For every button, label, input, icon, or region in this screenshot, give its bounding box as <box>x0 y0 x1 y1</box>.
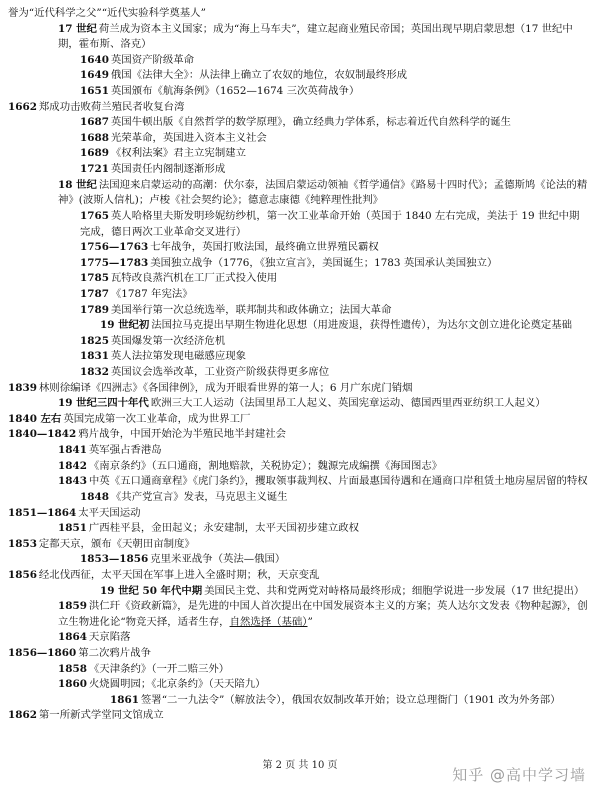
timeline-text: 美国独立战争（1776，《独立宣言》，美国诞生；1783 英国承认美国独立） <box>150 256 498 269</box>
timeline-year: 1688 <box>80 131 109 144</box>
timeline-row <box>8 318 588 334</box>
timeline-row <box>8 443 588 459</box>
timeline-year: 1689 <box>80 147 109 160</box>
timeline-year: 1756—1763 <box>80 241 149 254</box>
timeline-year: 1825 <box>80 334 109 347</box>
timeline-text: 英国颁布《航海条例》（1652—1674 三次英荷战争） <box>110 85 360 98</box>
timeline-text: 美国举行第一次总统选举，联邦制共和政体确立；法国大革命 <box>110 303 392 316</box>
timeline-year: 1662 <box>8 100 37 113</box>
timeline-text: 克里米亚战争（英法—俄国） <box>150 553 286 566</box>
timeline-row <box>8 256 588 272</box>
timeline-row <box>8 271 588 287</box>
timeline-row <box>8 412 588 428</box>
timeline-row <box>8 100 588 116</box>
timeline-year: 1721 <box>80 163 109 176</box>
watermark: 知乎 @高中学习墙 <box>452 766 586 784</box>
timeline-year: 1853 <box>8 537 37 550</box>
timeline-text: 俄国《法律大全》：从法律上确立了农奴的地位，农奴制最终形成 <box>110 69 408 82</box>
timeline-year: 1840 左右 <box>8 412 62 425</box>
timeline-row <box>8 693 588 709</box>
timeline-year: 1765 <box>80 209 109 222</box>
timeline-list <box>8 6 588 724</box>
timeline-text: 签署“二一九法令”（解放法令），俄国农奴制改革开始；设立总理衙门（1901 改为外务部） <box>140 693 561 706</box>
timeline-text: 郑成功击败荷兰殖民者收复台湾 <box>38 100 185 113</box>
timeline-row <box>8 349 588 365</box>
timeline-year: 1832 <box>80 366 109 379</box>
timeline-text: 鸦片战争，中国开始沦为半殖民地半封建社会 <box>78 428 287 441</box>
timeline-row <box>8 365 588 381</box>
timeline-text: 定都天京，颁布《天朝田亩制度》 <box>38 537 195 550</box>
timeline-text: 洪仁玕《资政新篇》，是先进的中国人首次提出在中国发展资本主义的方案；英人达尔文发表《物种起源》，创立生物进化论“物竞天择，适者生存， <box>58 600 588 628</box>
timeline-year: 1839 <box>8 381 37 394</box>
timeline-row <box>8 115 588 131</box>
timeline-text: 英国资产阶级革命 <box>110 53 195 66</box>
timeline-row <box>8 240 588 256</box>
timeline-year: 18 世纪 <box>58 178 97 191</box>
timeline-row <box>8 677 588 693</box>
timeline-text: 第一所新式学堂同文馆成立 <box>38 709 164 722</box>
timeline-row <box>8 178 588 209</box>
timeline-year: 1851 <box>58 522 87 535</box>
timeline-row <box>8 708 588 724</box>
timeline-year: 1842 <box>58 459 87 472</box>
timeline-year: 1787 <box>80 287 109 300</box>
timeline-year: 1649 <box>80 69 109 82</box>
timeline-year: 19 世纪 50 年代中期 <box>100 584 203 597</box>
timeline-row <box>8 209 588 240</box>
timeline-row <box>8 599 588 630</box>
timeline-year: 1775—1783 <box>80 256 149 269</box>
timeline-row <box>8 146 588 162</box>
timeline-row <box>8 537 588 553</box>
timeline-year: 1848 <box>80 490 109 503</box>
timeline-text: 荷兰成为资本主义国家；成为“海上马车夫”，建立起商业殖民帝国；英国出现早期启蒙思想（17 世纪中期，霍布斯、洛克） <box>58 22 573 51</box>
timeline-text: 中英《五口通商章程》《虎门条约》，攫取领事裁判权、片面最惠国待遇和在通商口岸租赁土地房屋居留的特权 <box>88 475 588 488</box>
timeline-text: 欧洲三大工人运动（法国里昂工人起义、英国宪章运动、德国西里西亚纺织工人起义） <box>150 397 546 410</box>
timeline-year: 1640 <box>80 53 109 66</box>
timeline-year: 1859 <box>58 600 87 613</box>
timeline-year: 1840—1842 <box>8 428 77 441</box>
timeline-text: 美国民主党、共和党两党对峙格局最终形成；细胞学说进一步发展（17 世纪提出） <box>204 584 585 597</box>
timeline-text: 英国责任内阁制逐渐形成 <box>110 163 226 176</box>
timeline-text: 英人法拉第发现电磁感应现象 <box>110 350 246 363</box>
timeline-row <box>8 427 588 443</box>
timeline-year: 19 世纪三四十年代 <box>58 397 149 410</box>
timeline-text: 林则徐编译《四洲志》《各国律例》，成为开眼看世界的第一人；6 月广东虎门销烟 <box>38 381 413 394</box>
timeline-text: 《1787 年宪法》 <box>110 287 193 300</box>
timeline-year: 1861 <box>110 693 139 706</box>
timeline-text: 《天津条约》（一开二赔三外） <box>88 662 230 675</box>
timeline-year: 1864 <box>58 631 87 644</box>
timeline-row <box>8 490 588 506</box>
timeline-row <box>8 22 588 53</box>
timeline-text: 第二次鸦片战争 <box>78 646 151 659</box>
timeline-text: 《共产党宣言》发表，马克思主义诞生 <box>110 490 288 503</box>
timeline-year: 1853—1856 <box>80 553 149 566</box>
timeline-row <box>8 506 588 522</box>
timeline-year: 1687 <box>80 116 109 129</box>
timeline-text: 誉为“近代科学之父”“近代实验科学奠基人” <box>8 7 206 19</box>
timeline-row <box>8 162 588 178</box>
timeline-row <box>8 474 588 490</box>
timeline-row <box>8 381 588 397</box>
timeline-row <box>8 396 588 412</box>
timeline-row <box>8 568 588 584</box>
timeline-text: 法国迎来启蒙运动的高潮：伏尔泰，法国启蒙运动领袖《哲学通信》《路易十四时代》；孟德斯鸠《论法的精神》(波斯人信札)；卢梭《社会契约论》；德意志康德《纯粹理性批判》 <box>58 178 588 207</box>
timeline-text: 太平天国运动 <box>78 506 141 519</box>
timeline-row <box>8 459 588 475</box>
timeline-year: 1860 <box>58 678 87 691</box>
page-footer: 第 2 页 共 10 页 <box>262 760 338 771</box>
timeline-row <box>8 334 588 350</box>
timeline-row <box>8 287 588 303</box>
timeline-text: 法国拉马克提出早期生物进化思想（用进废退，获得性遗传），为达尔文创立进化论奠定基础 <box>151 319 573 332</box>
timeline-text: 七年战争，英国打败法国，最终确立世界殖民霸权 <box>150 241 379 254</box>
timeline-year: 1856—1860 <box>8 646 77 659</box>
timeline-text: 《权利法案》君主立宪制建立 <box>110 147 246 160</box>
timeline-year: 17 世纪 <box>58 22 97 35</box>
timeline-text: 英国议会选举改革，工业资产阶级获得更多席位 <box>110 366 330 379</box>
timeline-text: 英国牛顿出版《自然哲学的数学原理》，确立经典力学体系，标志着近代自然科学的诞生 <box>110 116 511 129</box>
timeline-text: 英国爆发第一次经济危机 <box>110 334 226 347</box>
timeline-year: 1851—1864 <box>8 506 77 519</box>
timeline-text: 英人哈格里夫斯发明珍妮纺纱机，第一次工业革命开始（英国于 1840 左右完成，美法于 19 世纪中期完成，德日两次工业革命交叉进行） <box>80 209 580 238</box>
timeline-year: 1785 <box>80 272 109 285</box>
closing-quote: ” <box>307 615 313 628</box>
timeline-text: 经北伐西征，太平天国在军事上进入全盛时期；秋，天京变乱 <box>38 568 320 581</box>
timeline-year: 1858 <box>58 662 87 675</box>
timeline-text: 天京陷落 <box>88 631 131 644</box>
timeline-row <box>8 584 588 600</box>
timeline-text: 英国完成第一次工业革命，成为世界工厂 <box>63 412 251 425</box>
timeline-year: 1843 <box>58 475 87 488</box>
timeline-row <box>8 53 588 69</box>
timeline-text: 《南京条约》（五口通商，割地赔款，关税协定）；魏源完成编撰《海国图志》 <box>88 459 443 472</box>
timeline-row <box>8 646 588 662</box>
timeline-year: 1651 <box>80 85 109 98</box>
timeline-text: 瓦特改良蒸汽机在工厂正式投入使用 <box>110 272 278 285</box>
timeline-text: 光荣革命，英国进入资本主义社会 <box>110 131 267 144</box>
timeline-year: 1856 <box>8 568 37 581</box>
timeline-year: 1841 <box>58 444 87 457</box>
timeline-row <box>8 303 588 319</box>
timeline-year: 1789 <box>80 303 109 316</box>
timeline-row <box>8 131 588 147</box>
timeline-year: 1831 <box>80 350 109 363</box>
timeline-row <box>8 630 588 646</box>
timeline-text: 火烧圆明园；《北京条约》（天天陪九） <box>88 678 266 691</box>
timeline-year: 19 世纪初 <box>100 319 150 332</box>
timeline-row <box>8 552 588 568</box>
timeline-text: 广西桂平县，金田起义；永安建制，太平天国初步建立政权 <box>88 522 360 535</box>
timeline-row <box>8 662 588 678</box>
timeline-year: 1862 <box>8 709 37 722</box>
timeline-row <box>8 521 588 537</box>
underlined-text: 自然选择（基础） <box>229 615 308 628</box>
timeline-row <box>8 84 588 100</box>
timeline-row <box>8 68 588 84</box>
timeline-text: 英军强占香港岛 <box>88 444 162 457</box>
timeline-row <box>8 6 588 22</box>
